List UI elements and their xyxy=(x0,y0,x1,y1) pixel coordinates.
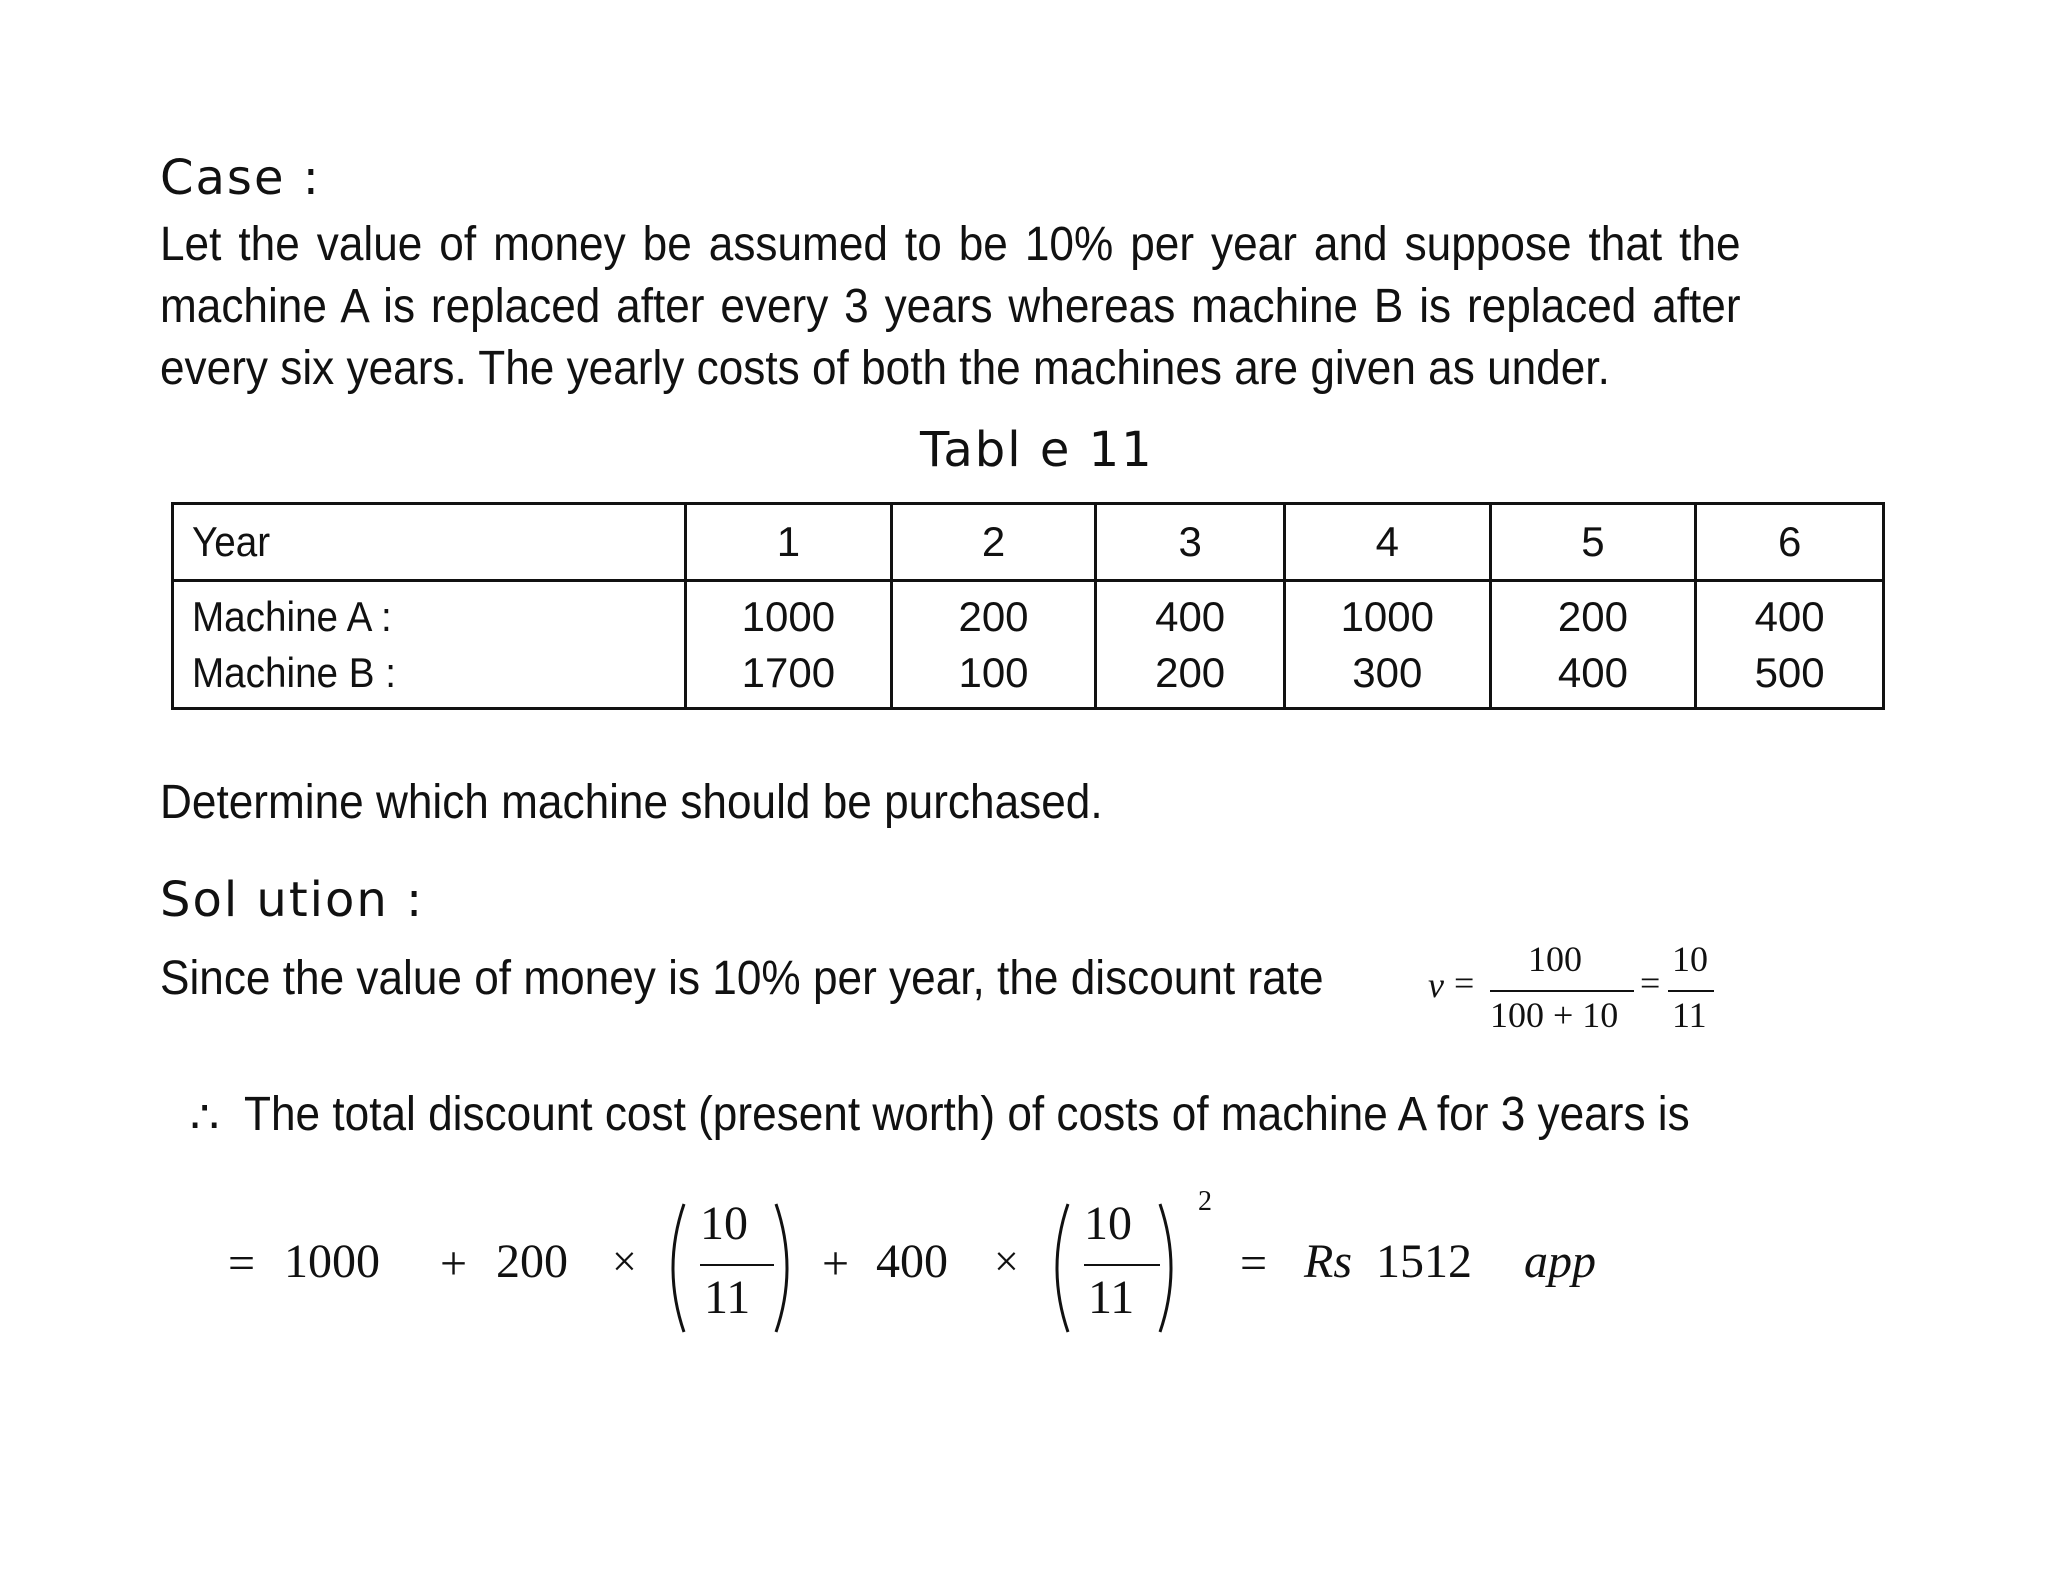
cost-cell: 1000 300 xyxy=(1284,581,1490,709)
cost-cell: 400 200 xyxy=(1096,581,1285,709)
result-value: 1512 xyxy=(1376,1235,1472,1288)
therefore-text: The total discount cost (present worth) of costs of machine A for 3 years is xyxy=(244,1088,1690,1141)
year-6: 6 xyxy=(1696,504,1884,581)
eq-times: × xyxy=(612,1237,637,1286)
machine-b-label: Machine B : xyxy=(192,648,397,696)
frac1-den: 11 xyxy=(704,1271,751,1324)
year-4: 4 xyxy=(1284,504,1490,581)
fraction-bar xyxy=(1084,1264,1160,1266)
year-5: 5 xyxy=(1490,504,1696,581)
cost-table xyxy=(171,502,1885,710)
formula-den1: 100 + 10 xyxy=(1490,995,1619,1035)
exponent: 2 xyxy=(1198,1186,1212,1217)
eq-times: × xyxy=(994,1237,1019,1286)
case-heading: Case : xyxy=(160,150,321,206)
formula-num1: 100 xyxy=(1528,939,1582,979)
case-paragraph: Let the value of money be assumed to be 10% per year and suppose that the machine A is replaced after every 3 years whereas machine B is replaced after every six years. The yearly costs of both the machines are given as under. xyxy=(160,218,1741,395)
eq-plus: + xyxy=(440,1237,468,1290)
eq-plus: + xyxy=(822,1237,850,1290)
cost-cell: 400 500 xyxy=(1696,581,1884,709)
question-text: Determine which machine should be purchased. xyxy=(160,776,1103,829)
fraction-bar xyxy=(700,1264,774,1266)
approx-label: app xyxy=(1524,1235,1596,1288)
eq-equals: = xyxy=(1240,1237,1268,1290)
year-2: 2 xyxy=(891,504,1096,581)
formula-equals: = xyxy=(1454,963,1475,1003)
fraction-bar xyxy=(1490,990,1634,992)
year-1: 1 xyxy=(686,504,892,581)
frac1-num: 10 xyxy=(700,1197,748,1250)
table-title: Tabl e 11 xyxy=(920,422,1154,478)
frac2-den: 11 xyxy=(1088,1271,1135,1324)
year-3: 3 xyxy=(1096,504,1285,581)
solution-heading: Sol ution : xyxy=(160,872,425,928)
table-body-row xyxy=(173,581,1884,709)
eq-term-3: 400 xyxy=(876,1235,948,1288)
formula-den2: 11 xyxy=(1672,995,1707,1035)
formula-equals: = xyxy=(1640,963,1661,1003)
currency-label: Rs xyxy=(1304,1235,1352,1288)
frac2-num: 10 xyxy=(1084,1197,1132,1250)
cost-cell: 200 400 xyxy=(1490,581,1696,709)
table-header-row xyxy=(173,504,1884,581)
formula-num2: 10 xyxy=(1672,939,1708,979)
cost-cell: 200 100 xyxy=(891,581,1096,709)
formula-var: v xyxy=(1428,965,1444,1005)
eq-equals: = xyxy=(228,1237,256,1290)
machine-a-label: Machine A : xyxy=(192,592,392,640)
cost-cell: 1000 1700 xyxy=(686,581,892,709)
discount-sentence: Since the value of money is 10% per year, the discount rate xyxy=(160,952,1324,1005)
eq-term-2: 200 xyxy=(496,1235,568,1288)
eq-term-1: 1000 xyxy=(284,1235,380,1288)
fraction-bar xyxy=(1668,990,1714,992)
machine-labels xyxy=(173,581,686,709)
year-label: Year xyxy=(173,504,686,581)
therefore-symbol: ∴ xyxy=(190,1092,220,1143)
